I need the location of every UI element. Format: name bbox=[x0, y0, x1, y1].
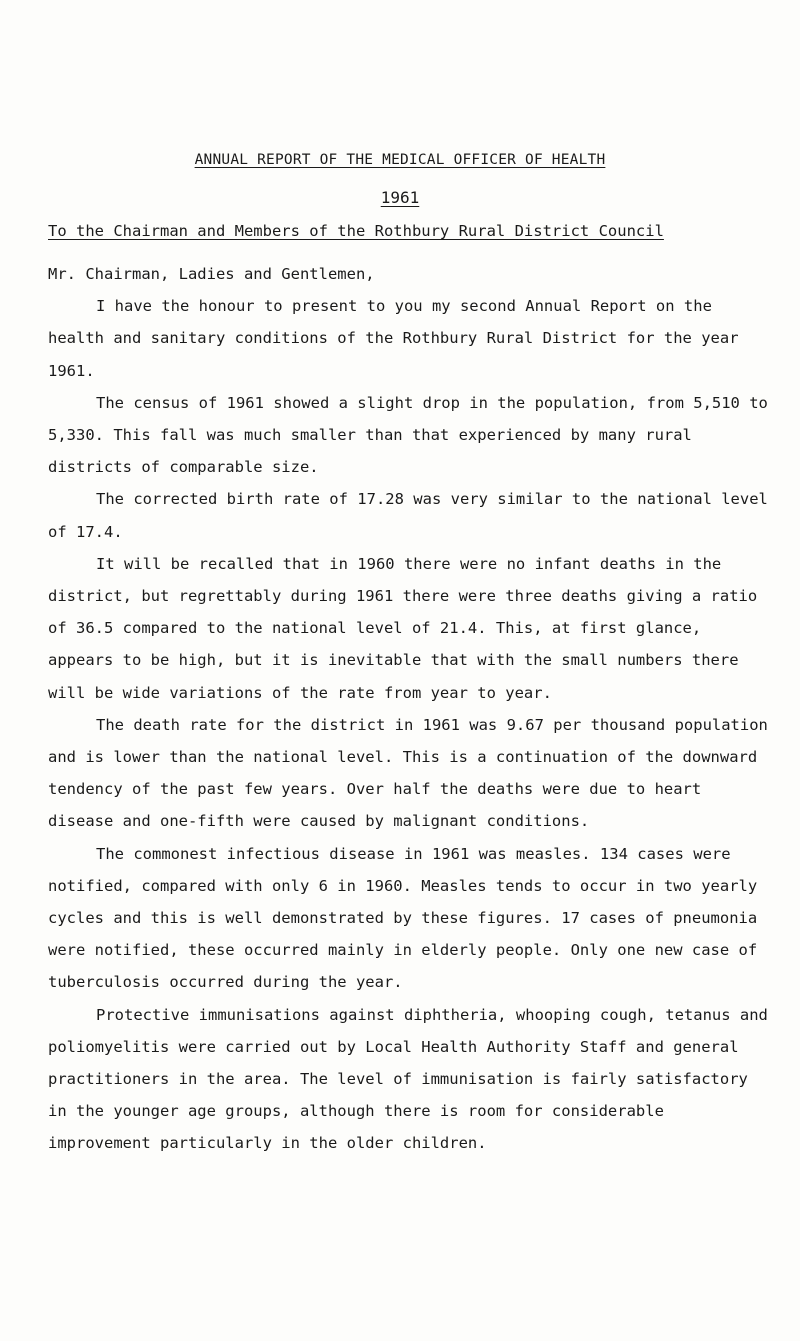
paragraph-infectious-disease: The commonest infectious disease in 1961 was measles. 134 cases were notified, compared with only 6 in 1960. Measles tends to occur in two yearly cycles and this is well demonstrated by these figures. 17 cases of pneumonia were notified, these occurred mainly in elderly people. Only one new case of tuberculosis occurred during the year. bbox=[48, 844, 758, 992]
report-title: ANNUAL REPORT OF THE MEDICAL OFFICER OF HEALTH bbox=[194, 152, 606, 168]
report-body bbox=[48, 258, 768, 1160]
paragraph-immunisation: Protective immunisations against diphtheria, whooping cough, tetanus and poliomyelitis were carried out by Local Health Authority Staff and general practitioners in the area. The level of immunisation is fairly satisfactory in the younger age groups, although there is room for considerable improvement particularly in the older children. bbox=[48, 1005, 768, 1153]
paragraph-introduction: I have the honour to present to you my second Annual Report on the health and sanitary conditions of the Rothbury Rural District for the year 1961. bbox=[48, 297, 739, 380]
paragraph-death-rate: The death rate for the district in 1961 was 9.67 per thousand population and is lower than the national level. This is a continuation of the downward tendency of the past few years. Over half the deaths were due to heart disease and one-fifth were caused by malignant conditions. bbox=[48, 715, 768, 831]
addressee-line: To the Chairman and Members of the Rothbury Rural District Council bbox=[48, 222, 664, 240]
paragraph-birth-rate: The corrected birth rate of 17.28 was very similar to the national level of 17.4. bbox=[48, 490, 768, 541]
paragraph-census: The census of 1961 showed a slight drop in the population, from 5,510 to 5,330. This fall was much smaller than that experienced by many rural districts of comparable size. bbox=[48, 393, 768, 477]
report-year: 1961 bbox=[380, 188, 420, 207]
salutation: Mr. Chairman, Ladies and Gentlemen, bbox=[48, 265, 375, 283]
paragraph-infant-deaths: It will be recalled that in 1960 there were no infant deaths in the district, but regrettably during 1961 there were three deaths giving a ratio of 36.5 compared to the national level of 21.4. This, at first glance, appears to be high, but it is inevitable that with the small numbers there will be wide variations of the rate from year to year. bbox=[48, 554, 758, 702]
